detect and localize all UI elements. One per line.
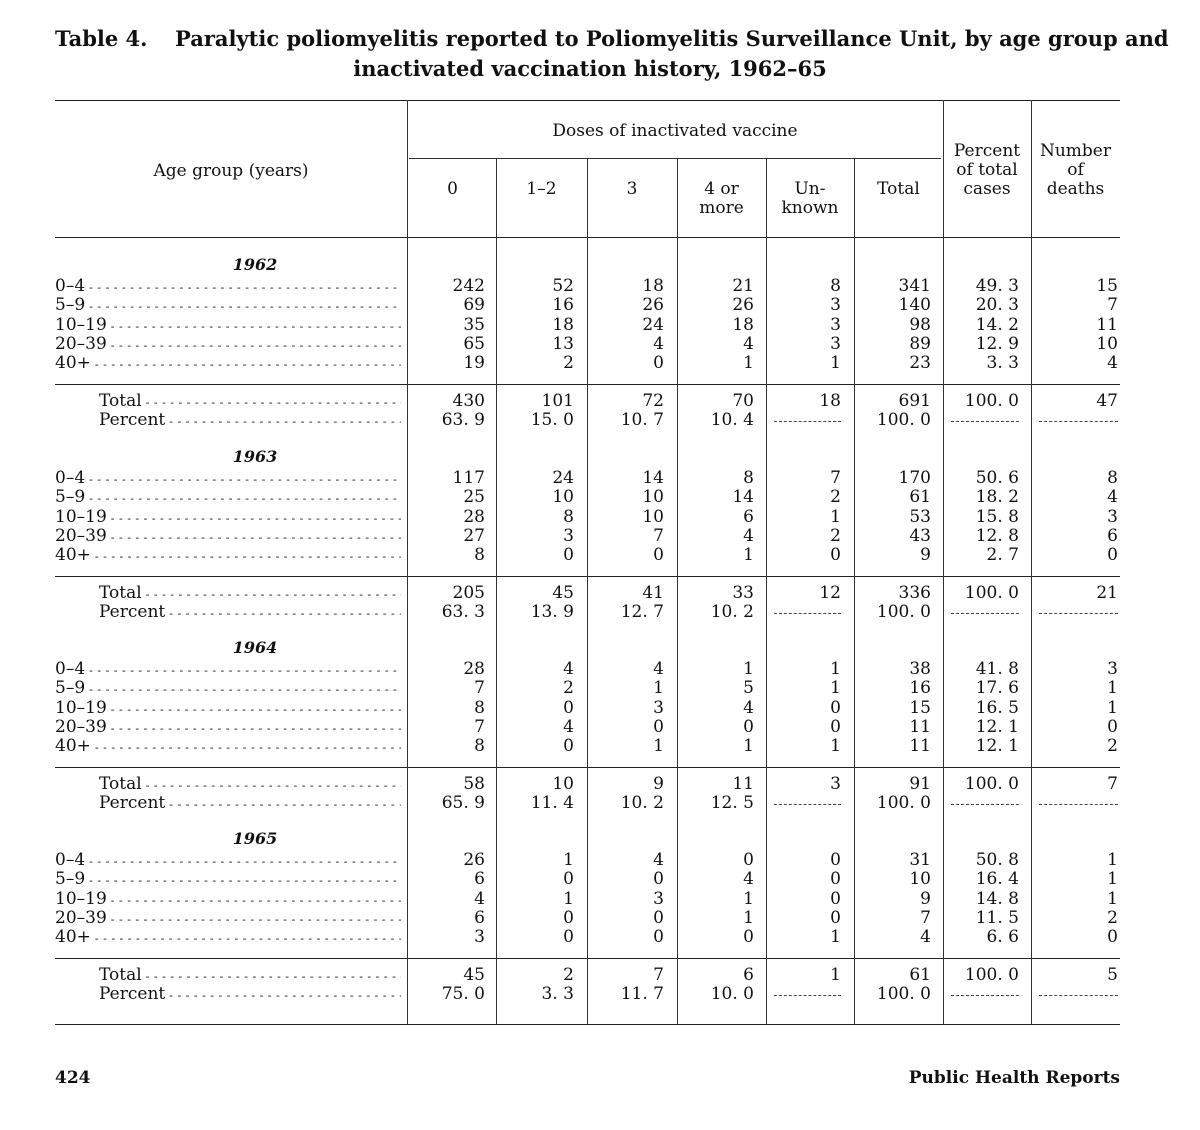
table-row-cell: 2 bbox=[830, 487, 841, 508]
table-row-cell: 89 bbox=[909, 333, 931, 354]
total-row-cell: 3 bbox=[830, 774, 841, 794]
table-row-cell: 117 bbox=[452, 468, 485, 488]
total-row-cell: 72 bbox=[642, 391, 664, 411]
table-row-cell: 8 bbox=[743, 468, 754, 488]
table-row-cell: 8 bbox=[563, 506, 574, 527]
total-row-cell: 336 bbox=[898, 583, 931, 603]
table-row-cell: 1 bbox=[1107, 888, 1118, 909]
table-row-cell: 0 bbox=[653, 353, 664, 374]
column-divider-3 bbox=[677, 158, 678, 1024]
table-row-cell: 4 bbox=[743, 333, 754, 354]
table-row-cell: 0 bbox=[563, 697, 574, 718]
table-row-cell: 3 bbox=[1107, 659, 1118, 679]
table-row-cell: 12. 9 bbox=[975, 333, 1019, 354]
column-divider-6 bbox=[943, 100, 944, 1024]
percent-row-cell: 100. 0 bbox=[876, 410, 931, 431]
total-row-cell: 41 bbox=[642, 583, 664, 603]
column-header-1: 1–2 bbox=[526, 179, 557, 199]
table-row-cell: 5 bbox=[743, 678, 754, 699]
table-row-label: 20–39 - - - bbox=[55, 909, 401, 929]
deaths-header: Number of deaths bbox=[1039, 141, 1111, 199]
doses-span-rule bbox=[409, 158, 941, 159]
table-row-cell: 3 bbox=[474, 927, 485, 948]
total-row-cell: 11 bbox=[732, 774, 754, 794]
percent-row-empty-cell bbox=[951, 613, 1019, 614]
total-row-cell: 430 bbox=[452, 391, 485, 411]
percent-row-cell: 11. 4 bbox=[530, 793, 574, 814]
percent-row-label: Percent - - - bbox=[99, 985, 401, 1005]
table-row-cell: 341 bbox=[898, 276, 931, 296]
table-row-cell: 1 bbox=[563, 850, 574, 870]
table-row-cell: 170 bbox=[898, 468, 931, 488]
total-row-cell: 47 bbox=[1096, 391, 1118, 411]
table-row-label: 20–39 - - - bbox=[55, 718, 401, 738]
table-row-cell: 4 bbox=[743, 697, 754, 718]
table-row-cell: 1 bbox=[653, 736, 664, 757]
total-row-cell: 33 bbox=[732, 583, 754, 603]
table-row-cell: 15 bbox=[1096, 276, 1118, 296]
table-row-cell: 4 bbox=[920, 927, 931, 948]
table-row-cell: 1 bbox=[743, 907, 754, 928]
total-row-cell: 45 bbox=[552, 583, 574, 603]
table-row-cell: 43 bbox=[909, 525, 931, 546]
table-row-cell: 31 bbox=[909, 850, 931, 870]
bottom-rule bbox=[55, 1024, 1120, 1025]
table-row-cell: 14 bbox=[732, 487, 754, 508]
total-row-cell: 9 bbox=[653, 774, 664, 794]
table-row-cell: 24 bbox=[552, 468, 574, 488]
table-row-cell: 1 bbox=[1107, 869, 1118, 890]
percent-row-empty-cell bbox=[951, 995, 1019, 996]
table-row-cell: 12. 8 bbox=[975, 525, 1019, 546]
table-row-cell: 61 bbox=[909, 487, 931, 508]
table-row-cell: 10 bbox=[642, 487, 664, 508]
table-row-cell: 0 bbox=[563, 927, 574, 948]
percent-row-empty-cell bbox=[951, 804, 1019, 805]
table-row-cell: 0 bbox=[743, 850, 754, 870]
table-row-cell: 7 bbox=[474, 678, 485, 699]
percent-row-label: Percent - - - bbox=[99, 603, 401, 623]
table-row-cell: 0 bbox=[830, 907, 841, 928]
total-row-cell: 61 bbox=[909, 965, 931, 985]
table-row-cell: 1 bbox=[1107, 697, 1118, 718]
total-row-cell: 10 bbox=[552, 774, 574, 794]
table-row-cell: 3 bbox=[563, 525, 574, 546]
percent-row-cell: 63. 9 bbox=[441, 410, 485, 431]
total-row-cell: 100. 0 bbox=[964, 965, 1019, 985]
table-row-cell: 0 bbox=[563, 736, 574, 757]
total-row-cell: 101 bbox=[541, 391, 574, 411]
table-row-cell: 26 bbox=[463, 850, 485, 870]
percent-row-cell: 10. 7 bbox=[620, 410, 664, 431]
total-row-cell: 205 bbox=[452, 583, 485, 603]
table-row-cell: 7 bbox=[653, 525, 664, 546]
table-row-cell: 4 bbox=[653, 659, 664, 679]
table-row-cell: 0 bbox=[743, 716, 754, 737]
percent-row-cell: 75. 0 bbox=[441, 984, 485, 1005]
table-row-cell: 1 bbox=[743, 545, 754, 566]
table-row-cell: 3 bbox=[653, 888, 664, 909]
table-row-cell: 6 bbox=[743, 506, 754, 527]
table-row-cell: 1 bbox=[743, 736, 754, 757]
table-row-cell: 2 bbox=[1107, 736, 1118, 757]
table-row-cell: 9 bbox=[920, 888, 931, 909]
table-row-cell: 12. 1 bbox=[975, 716, 1019, 737]
table-row-label: 5–9 - - - bbox=[55, 870, 401, 890]
total-row-cell: 5 bbox=[1107, 965, 1118, 985]
table-row-label: 10–19 - - - bbox=[55, 890, 401, 910]
table-row-cell: 1 bbox=[1107, 850, 1118, 870]
percent-row-empty-cell bbox=[1039, 804, 1118, 805]
table-row-cell: 2 bbox=[563, 353, 574, 374]
table-row-cell: 7 bbox=[1107, 295, 1118, 316]
table-row-cell: 16 bbox=[552, 295, 574, 316]
table-row-label: 40+ - - - bbox=[55, 928, 401, 948]
percent-row-cell: 100. 0 bbox=[876, 602, 931, 623]
table-row-cell: 1 bbox=[830, 506, 841, 527]
table-row-cell: 11 bbox=[909, 716, 931, 737]
total-row-cell: 691 bbox=[898, 391, 931, 411]
table-row-cell: 11. 5 bbox=[975, 907, 1019, 928]
table-row-cell: 10 bbox=[642, 506, 664, 527]
total-row-cell: 100. 0 bbox=[964, 583, 1019, 603]
percent-row-label: Percent - - - bbox=[99, 794, 401, 814]
table-row-label: 10–19 - - - bbox=[55, 508, 401, 528]
percent-row-empty-cell bbox=[951, 421, 1019, 422]
total-row-cell: 100. 0 bbox=[964, 391, 1019, 411]
table-row-cell: 4 bbox=[653, 850, 664, 870]
percent-row-cell: 63. 3 bbox=[441, 602, 485, 623]
table-row-cell: 6. 6 bbox=[986, 927, 1019, 948]
table-row-cell: 7 bbox=[474, 716, 485, 737]
table-row-cell: 0 bbox=[653, 869, 664, 890]
percent-header: Percent of total cases bbox=[953, 141, 1021, 199]
table-row-cell: 0 bbox=[830, 716, 841, 737]
year-heading: 1963 bbox=[232, 447, 278, 466]
table-row-cell: 0 bbox=[830, 850, 841, 870]
table-row-cell: 1 bbox=[743, 888, 754, 909]
percent-row-empty-cell bbox=[774, 995, 841, 996]
table-row-cell: 4 bbox=[653, 333, 664, 354]
table-row-cell: 41. 8 bbox=[975, 659, 1019, 679]
table-row-cell: 1 bbox=[830, 736, 841, 757]
column-header-4: Un- known bbox=[781, 179, 839, 218]
table-row-cell: 8 bbox=[474, 736, 485, 757]
table-row-label: 5–9 - - - bbox=[55, 679, 401, 699]
table-number: Table 4. bbox=[55, 26, 148, 51]
table-row-label: 40+ - - - bbox=[55, 546, 401, 566]
table-row-cell: 28 bbox=[463, 659, 485, 679]
table-row-cell: 1 bbox=[653, 678, 664, 699]
table-row-cell: 8 bbox=[474, 545, 485, 566]
table-row-label: 10–19 - - - bbox=[55, 316, 401, 336]
journal-name: Public Health Reports bbox=[908, 1068, 1120, 1088]
table-row-cell: 1 bbox=[1107, 678, 1118, 699]
column-divider-7 bbox=[1031, 100, 1032, 1024]
column-header-3: 4 or more bbox=[699, 179, 744, 218]
table-row-cell: 28 bbox=[463, 506, 485, 527]
table-row-cell: 14 bbox=[642, 468, 664, 488]
table-row-cell: 0 bbox=[830, 869, 841, 890]
table-row-cell: 0 bbox=[830, 697, 841, 718]
table-row-cell: 49. 3 bbox=[975, 276, 1019, 296]
table-row-cell: 4 bbox=[743, 869, 754, 890]
table-row-cell: 18 bbox=[642, 276, 664, 296]
table-row-cell: 19 bbox=[463, 353, 485, 374]
doses-group-header: Doses of inactivated vaccine bbox=[552, 121, 798, 141]
table-row-cell: 2 bbox=[830, 525, 841, 546]
table-row-cell: 16 bbox=[909, 678, 931, 699]
percent-row-empty-cell bbox=[1039, 421, 1118, 422]
table-row-cell: 15 bbox=[909, 697, 931, 718]
table-row-cell: 242 bbox=[452, 276, 485, 296]
percent-row-empty-cell bbox=[774, 613, 841, 614]
top-rule bbox=[55, 100, 1120, 101]
table-row-cell: 3 bbox=[830, 295, 841, 316]
total-row-label: Total - - - bbox=[99, 584, 401, 604]
column-divider-4 bbox=[766, 158, 767, 1024]
table-row-cell: 1 bbox=[743, 659, 754, 679]
percent-row-cell: 15. 0 bbox=[530, 410, 574, 431]
table-row-cell: 3. 3 bbox=[986, 353, 1019, 374]
table-row-cell: 65 bbox=[463, 333, 485, 354]
table-row-cell: 3 bbox=[830, 314, 841, 335]
year-heading: 1965 bbox=[232, 829, 278, 848]
percent-row-cell: 3. 3 bbox=[541, 984, 574, 1005]
table-row-cell: 7 bbox=[920, 907, 931, 928]
percent-row-empty-cell bbox=[774, 421, 841, 422]
table-row-cell: 14. 8 bbox=[975, 888, 1019, 909]
table-row-cell: 18 bbox=[552, 314, 574, 335]
table-row-cell: 69 bbox=[463, 295, 485, 316]
total-row-label: Total - - - bbox=[99, 966, 401, 986]
table-row-cell: 1 bbox=[563, 888, 574, 909]
column-divider-2 bbox=[587, 158, 588, 1024]
table-row-cell: 16. 5 bbox=[975, 697, 1019, 718]
table-row-cell: 10 bbox=[1096, 333, 1118, 354]
column-header-2: 3 bbox=[626, 179, 638, 199]
table-row-cell: 18. 2 bbox=[975, 487, 1019, 508]
table-row-cell: 0 bbox=[653, 907, 664, 928]
table-row-cell: 38 bbox=[909, 659, 931, 679]
total-row-label: Total - - - bbox=[99, 775, 401, 795]
table-row-cell: 50. 6 bbox=[975, 468, 1019, 488]
title-line-1: Paralytic poliomyelitis reported to Poliomyelitis Surveillance Unit, by age group and bbox=[175, 26, 1169, 51]
percent-row-empty-cell bbox=[774, 804, 841, 805]
total-row-cell: 58 bbox=[463, 774, 485, 794]
percent-row-cell: 100. 0 bbox=[876, 984, 931, 1005]
table-row-cell: 2 bbox=[563, 678, 574, 699]
table-row-cell: 10 bbox=[552, 487, 574, 508]
table-row-label: 0–4 - - - bbox=[55, 277, 401, 297]
table-row-cell: 20. 3 bbox=[975, 295, 1019, 316]
percent-row-cell: 10. 2 bbox=[710, 602, 754, 623]
table-row-cell: 26 bbox=[642, 295, 664, 316]
total-row-cell: 100. 0 bbox=[964, 774, 1019, 794]
table-row-cell: 0 bbox=[653, 927, 664, 948]
total-row-cell: 21 bbox=[1096, 583, 1118, 603]
column-divider-1 bbox=[496, 158, 497, 1024]
column-divider-0 bbox=[407, 100, 408, 1024]
table-row-label: 40+ - - - bbox=[55, 354, 401, 374]
total-row-label: Total - - - bbox=[99, 392, 401, 412]
total-row-cell: 7 bbox=[1107, 774, 1118, 794]
percent-row-cell: 12. 7 bbox=[620, 602, 664, 623]
table-row-cell: 7 bbox=[830, 468, 841, 488]
percent-row-label: Percent - - - bbox=[99, 411, 401, 431]
total-row-cell: 1 bbox=[830, 965, 841, 985]
column-header-0: 0 bbox=[447, 179, 458, 199]
table-row-cell: 15. 8 bbox=[975, 506, 1019, 527]
table-row-cell: 4 bbox=[1107, 353, 1118, 374]
table-row-cell: 6 bbox=[474, 869, 485, 890]
percent-row-empty-cell bbox=[1039, 995, 1118, 996]
table-row-cell: 0 bbox=[743, 927, 754, 948]
table-row-cell: 0 bbox=[1107, 716, 1118, 737]
table-row-cell: 8 bbox=[830, 276, 841, 296]
table-row-cell: 0 bbox=[830, 888, 841, 909]
table-row-cell: 18 bbox=[732, 314, 754, 335]
percent-row-cell: 12. 5 bbox=[710, 793, 754, 814]
table-row-cell: 0 bbox=[1107, 927, 1118, 948]
page-number: 424 bbox=[55, 1068, 91, 1088]
year-heading: 1964 bbox=[232, 638, 278, 657]
table-row-cell: 14. 2 bbox=[975, 314, 1019, 335]
table-row-cell: 3 bbox=[653, 697, 664, 718]
percent-row-cell: 100. 0 bbox=[876, 793, 931, 814]
total-row-cell: 91 bbox=[909, 774, 931, 794]
table-row-label: 0–4 - - - bbox=[55, 851, 401, 871]
table-row-cell: 11 bbox=[909, 736, 931, 757]
percent-row-cell: 10. 2 bbox=[620, 793, 664, 814]
table-row-cell: 8 bbox=[474, 697, 485, 718]
table-row-label: 40+ - - - bbox=[55, 737, 401, 757]
table-row-cell: 0 bbox=[653, 716, 664, 737]
table-row-cell: 0 bbox=[653, 545, 664, 566]
table-row-cell: 0 bbox=[563, 869, 574, 890]
table-row-label: 20–39 - - - bbox=[55, 527, 401, 547]
table-row-label: 5–9 - - - bbox=[55, 296, 401, 316]
column-header-5: Total bbox=[877, 179, 920, 199]
table-row-label: 0–4 - - - bbox=[55, 469, 401, 489]
total-row-cell: 7 bbox=[653, 965, 664, 985]
table-row-cell: 17. 6 bbox=[975, 678, 1019, 699]
table-row-cell: 1 bbox=[830, 353, 841, 374]
total-row-cell: 6 bbox=[743, 965, 754, 985]
table-row-cell: 1 bbox=[743, 353, 754, 374]
data-table bbox=[55, 100, 1120, 1025]
total-row-cell: 18 bbox=[819, 391, 841, 411]
table-row-cell: 4 bbox=[474, 888, 485, 909]
table-row-cell: 25 bbox=[463, 487, 485, 508]
total-row-cell: 70 bbox=[732, 391, 754, 411]
table-row-cell: 52 bbox=[552, 276, 574, 296]
table-row-label: 10–19 - - - bbox=[55, 699, 401, 719]
table-row-cell: 0 bbox=[563, 545, 574, 566]
age-group-header: Age group (years) bbox=[153, 161, 309, 181]
table-row-cell: 1 bbox=[830, 927, 841, 948]
table-row-cell: 3 bbox=[1107, 506, 1118, 527]
table-row-cell: 26 bbox=[732, 295, 754, 316]
total-row-cell: 12 bbox=[819, 583, 841, 603]
year-heading: 1962 bbox=[232, 255, 278, 274]
table-row-cell: 4 bbox=[1107, 487, 1118, 508]
table-row-label: 0–4 - - - bbox=[55, 660, 401, 680]
table-row-cell: 27 bbox=[463, 525, 485, 546]
table-row-cell: 1 bbox=[830, 659, 841, 679]
table-row-cell: 98 bbox=[909, 314, 931, 335]
table-row-cell: 0 bbox=[1107, 545, 1118, 566]
table-row-cell: 21 bbox=[732, 276, 754, 296]
table-row-cell: 3 bbox=[830, 333, 841, 354]
table-row-label: 20–39 - - - bbox=[55, 335, 401, 355]
total-row-cell: 2 bbox=[563, 965, 574, 985]
table-title bbox=[55, 24, 1169, 84]
percent-row-cell: 65. 9 bbox=[441, 793, 485, 814]
table-row-cell: 50. 8 bbox=[975, 850, 1019, 870]
table-row-cell: 2 bbox=[1107, 907, 1118, 928]
percent-row-cell: 13. 9 bbox=[530, 602, 574, 623]
table-row-cell: 6 bbox=[474, 907, 485, 928]
table-row-cell: 16. 4 bbox=[975, 869, 1019, 890]
table-row-cell: 23 bbox=[909, 353, 931, 374]
table-row-cell: 9 bbox=[920, 545, 931, 566]
table-row-cell: 140 bbox=[898, 295, 931, 316]
table-row-cell: 4 bbox=[743, 525, 754, 546]
table-row-cell: 11 bbox=[1096, 314, 1118, 335]
table-row-cell: 12. 1 bbox=[975, 736, 1019, 757]
table-row-cell: 8 bbox=[1107, 468, 1118, 488]
column-divider-5 bbox=[854, 158, 855, 1024]
table-row-cell: 1 bbox=[830, 678, 841, 699]
title-line-2: inactivated vaccination history, 1962–65 bbox=[353, 56, 827, 81]
table-row-cell: 53 bbox=[909, 506, 931, 527]
percent-row-cell: 11. 7 bbox=[620, 984, 664, 1005]
table-row-cell: 24 bbox=[642, 314, 664, 335]
table-row-cell: 0 bbox=[563, 907, 574, 928]
table-row-cell: 0 bbox=[830, 545, 841, 566]
table-row-cell: 2. 7 bbox=[986, 545, 1019, 566]
total-row-cell: 45 bbox=[463, 965, 485, 985]
table-row-cell: 6 bbox=[1107, 525, 1118, 546]
percent-row-empty-cell bbox=[1039, 613, 1118, 614]
percent-row-cell: 10. 4 bbox=[710, 410, 754, 431]
percent-row-cell: 10. 0 bbox=[710, 984, 754, 1005]
table-row-cell: 4 bbox=[563, 716, 574, 737]
table-row-cell: 13 bbox=[552, 333, 574, 354]
table-row-cell: 35 bbox=[463, 314, 485, 335]
table-row-label: 5–9 - - - bbox=[55, 488, 401, 508]
table-row-cell: 10 bbox=[909, 869, 931, 890]
table-row-cell: 4 bbox=[563, 659, 574, 679]
